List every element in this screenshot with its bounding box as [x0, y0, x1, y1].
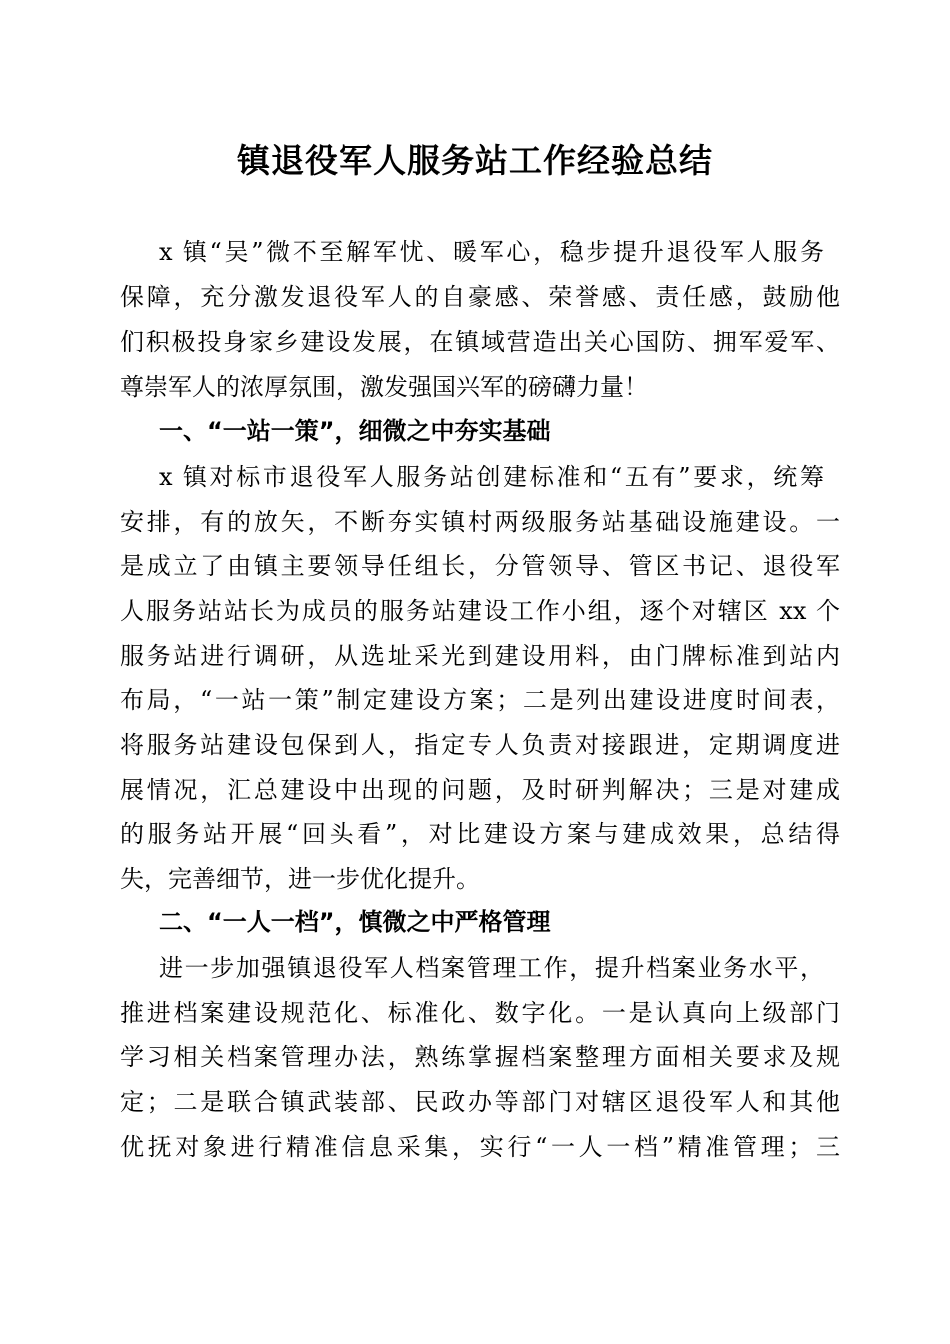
section1-line: 服务站进行调研，从选址采光到建设用料，由门牌标准到站内: [120, 642, 840, 670]
section1-line: x 镇对标市退役军人服务站创建标准和“五有”要求，统筹: [159, 463, 824, 491]
section1-line: 布局，“一站一策”制定建设方案；二是列出建设进度时间表，: [120, 686, 840, 714]
section-heading-2: 二、“一人一档”，慎微之中严格管理: [159, 908, 551, 936]
intro-line: 们积极投身家乡建设发展，在镇域营造出关心国防、拥军爱军、: [120, 328, 840, 356]
section2-line: 进一步加强镇退役军人档案管理工作，提升档案业务水平，: [159, 954, 824, 982]
section-heading-1: 一、“一站一策”，细微之中夯实基础: [159, 417, 551, 445]
intro-line: 保障，充分激发退役军人的自豪感、荣誉感、责任感，鼓励他: [120, 283, 840, 311]
document-title: 镇退役军人服务站工作经验总结: [237, 141, 713, 180]
section1-line: 人服务站站长为成员的服务站建设工作小组，逐个对辖区 xx 个: [120, 597, 840, 625]
section1-line: 展情况，汇总建设中出现的问题，及时研判解决；三是对建成: [120, 776, 840, 804]
section2-line: 学习相关档案管理办法，熟练掌握档案整理方面相关要求及规: [120, 1043, 840, 1071]
section1-line: 的服务站开展“回头看”，对比建设方案与建成效果，总结得: [120, 820, 840, 848]
intro-line: 尊崇军人的浓厚氛围，激发强国兴军的磅礴力量！: [120, 373, 648, 401]
section2-line: 优抚对象进行精准信息采集，实行“一人一档”精准管理；三: [120, 1133, 840, 1161]
section1-line: 是成立了由镇主要领导任组长，分管领导、管区书记、退役军: [120, 552, 840, 580]
section1-line: 安排，有的放矢，不断夯实镇村两级服务站基础设施建设。一: [120, 508, 840, 536]
intro-line: x 镇“吴”微不至解军忧、暖军心，稳步提升退役军人服务: [159, 238, 824, 266]
section2-line: 定；二是联合镇武装部、民政办等部门对辖区退役军人和其他: [120, 1088, 840, 1116]
section2-line: 推进档案建设规范化、标准化、数字化。一是认真向上级部门: [120, 999, 840, 1027]
section1-line: 失，完善细节，进一步优化提升。: [120, 865, 480, 893]
section1-line: 将服务站建设包保到人，指定专人负责对接跟进，定期调度进: [120, 731, 840, 759]
